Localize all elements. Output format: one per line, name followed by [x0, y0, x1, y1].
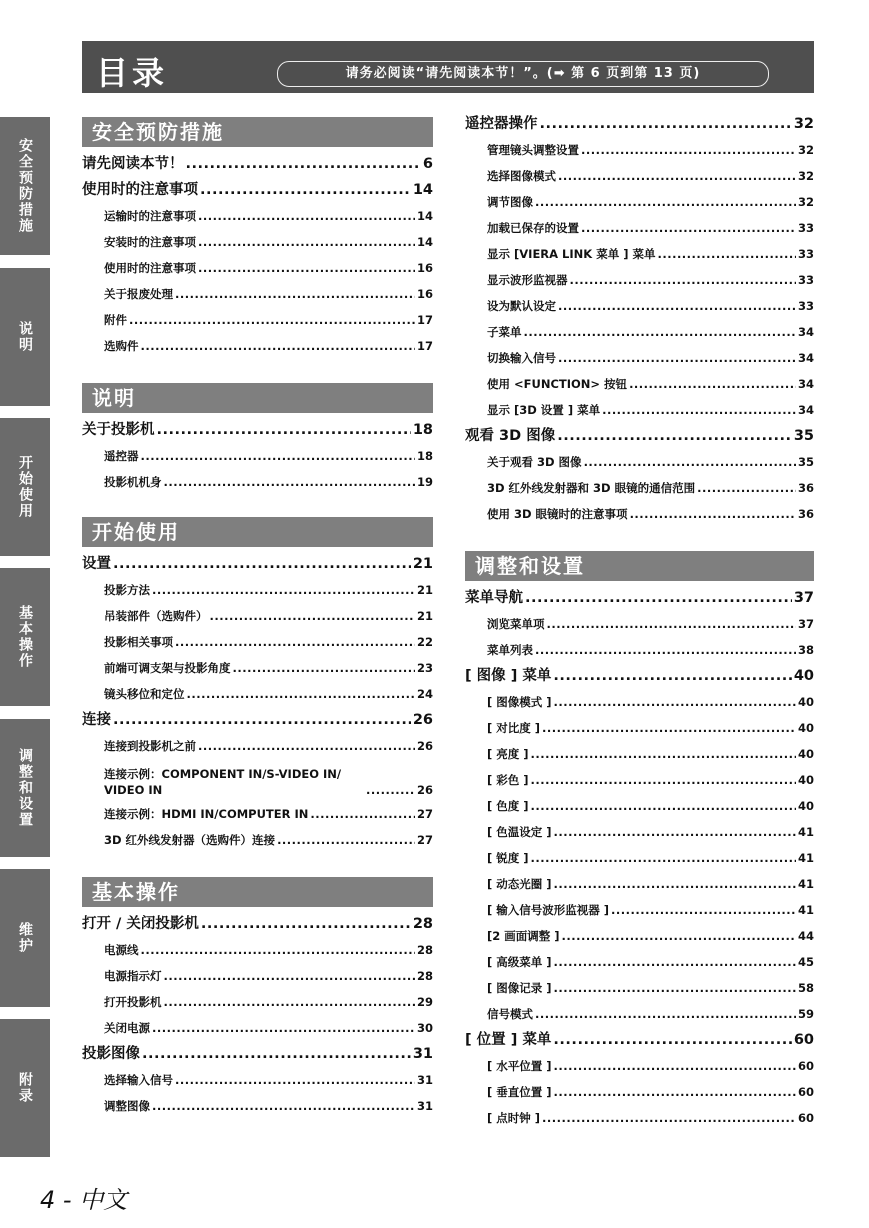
toc-entry[interactable] [465, 215, 814, 241]
toc-entry-page: 34 [797, 351, 814, 365]
toc-entry-page: 26 [412, 712, 433, 728]
toc-entry[interactable] [82, 177, 433, 203]
dot-leader [198, 733, 415, 759]
toc-entry-title: [ 水平位置 ] [487, 1059, 552, 1073]
toc-entry-title: 附件 [104, 313, 127, 327]
toc-entry[interactable] [82, 281, 433, 307]
dot-leader [581, 215, 796, 241]
toc-entry[interactable] [82, 255, 433, 281]
toc-entry[interactable] [465, 267, 814, 293]
toc-entry-title: 请先阅读本节！ [82, 156, 184, 172]
toc-entry-page: 59 [797, 1007, 814, 1021]
toc-entry[interactable] [465, 897, 814, 923]
toc-entry-title: 显示 [3D 设置 ] 菜单 [487, 403, 601, 417]
toc-entry-title: [ 色温设定 ] [487, 825, 552, 839]
toc-entry[interactable] [82, 911, 433, 937]
toc-entry-title: 显示 [VIERA LINK 菜单 ] 菜单 [487, 247, 656, 261]
toc-entry-title: 投影相关事项 [104, 635, 173, 649]
toc-entry-page: 37 [793, 590, 814, 606]
toc-entry-title: 电源指示灯 [104, 969, 162, 983]
toc-entry[interactable] [82, 629, 433, 655]
toc-entry[interactable] [82, 603, 433, 629]
toc-entry-title: 菜单列表 [487, 643, 533, 657]
toc-entry[interactable] [82, 1067, 433, 1093]
toc-entry[interactable] [465, 871, 814, 897]
toc-entry[interactable] [465, 845, 814, 871]
toc-entry[interactable] [465, 767, 814, 793]
toc-entry-page: 35 [797, 455, 814, 469]
toc-entry-title: 选购件 [104, 339, 139, 353]
toc-entry-title: 使用 3D 眼镜时的注意事项 [487, 507, 628, 521]
toc-entry-page: 41 [797, 851, 814, 865]
toc-entry-title: 连接 [82, 712, 111, 728]
toc-entry[interactable] [465, 1053, 814, 1079]
toc-entry-page: 33 [797, 247, 814, 261]
dot-leader [535, 189, 796, 215]
dot-leader [186, 151, 421, 177]
toc-entry-title: 安装时的注意事项 [104, 235, 196, 249]
toc-entry-page: 44 [797, 929, 814, 943]
dot-leader [233, 655, 415, 681]
toc-entry-title: 设置 [82, 556, 111, 572]
toc-entry[interactable] [82, 655, 433, 681]
dot-leader [129, 307, 415, 333]
toc-entry-page: 40 [797, 773, 814, 787]
toc-entry-page: 28 [416, 943, 433, 957]
toc-entry[interactable] [82, 151, 433, 177]
toc-entry-page: 19 [416, 475, 433, 489]
dot-leader [535, 637, 796, 663]
toc-entry-title: 关于观看 3D 图像 [487, 455, 582, 469]
toc-entry[interactable] [465, 975, 814, 1001]
toc-entry-page: 34 [797, 325, 814, 339]
toc-entry-title: 显示波形监视器 [487, 273, 568, 287]
toc-entry-title: [2 画面调整 ] [487, 929, 560, 943]
toc-entry-title: [ 对比度 ] [487, 721, 541, 735]
toc-entry-page: 33 [797, 299, 814, 313]
toc-entry-title: 使用时的注意事项 [104, 261, 196, 275]
toc-entry-page: 17 [416, 313, 433, 327]
toc-entry[interactable] [82, 417, 433, 443]
dot-leader [697, 475, 796, 501]
toc-entry-page: 22 [416, 635, 433, 649]
toc-entry-page: 33 [797, 221, 814, 235]
toc-entry-title: [ 图像 ] 菜单 [465, 668, 552, 684]
toc-entry-page: 32 [797, 169, 814, 183]
toc-entry[interactable] [82, 229, 433, 255]
toc-entry-title: 关于投影机 [82, 422, 155, 438]
dot-leader [200, 177, 411, 203]
toc-entry-page: 27 [416, 807, 433, 821]
toc-entry-page: 45 [797, 955, 814, 969]
toc-entry[interactable] [82, 307, 433, 333]
toc-entry-title: 打开投影机 [104, 995, 162, 1009]
dot-leader [558, 345, 796, 371]
toc-entry-page: 32 [797, 195, 814, 209]
left-column [82, 117, 433, 1119]
toc-entry-title: [ 图像模式 ] [487, 695, 552, 709]
toc-entry-page: 60 [793, 1032, 814, 1048]
toc-entry-page: 41 [797, 903, 814, 917]
section-heading: 调整和设置 [465, 551, 814, 581]
toc-entry[interactable] [465, 741, 814, 767]
toc-entry-title: 菜单导航 [465, 590, 523, 606]
right-column [465, 111, 814, 1131]
dot-leader [554, 689, 796, 715]
toc-entry-title: [ 垂直位置 ] [487, 1085, 552, 1099]
dot-leader [557, 423, 792, 449]
toc-entry[interactable] [82, 469, 433, 495]
dot-leader [164, 963, 415, 989]
toc-entry-page: 40 [797, 799, 814, 813]
toc-entry[interactable] [82, 989, 433, 1015]
toc-entry[interactable] [465, 475, 814, 501]
toc-entry-title: [ 彩色 ] [487, 773, 529, 787]
toc-entry-title: 3D 红外线发射器（选购件）连接 [104, 833, 276, 847]
toc-entry[interactable] [82, 759, 433, 801]
dot-leader [554, 975, 796, 1001]
toc-entry-title: 子菜单 [487, 325, 522, 339]
toc-entry-page: 60 [797, 1111, 814, 1125]
toc-entry[interactable] [465, 689, 814, 715]
toc-entry-page: 32 [797, 143, 814, 157]
toc-entry[interactable] [465, 319, 814, 345]
side-tab[interactable]: 安全预防措施 [0, 117, 50, 255]
toc-entry-title: 连接示例：HDMI IN/COMPUTER IN [104, 807, 309, 821]
dot-leader [198, 255, 415, 281]
toc-entry-title: 投影机机身 [104, 475, 162, 489]
toc-entry[interactable] [465, 163, 814, 189]
toc-entry-title: [ 位置 ] 菜单 [465, 1032, 552, 1048]
toc-entry[interactable] [465, 293, 814, 319]
dot-leader [531, 741, 796, 767]
toc-entry[interactable] [465, 949, 814, 975]
toc-entry[interactable] [82, 681, 433, 707]
side-tab[interactable]: 基本操作 [0, 568, 50, 706]
dot-leader [629, 371, 796, 397]
toc-entry[interactable] [465, 1079, 814, 1105]
toc-entry-title: 关于报废处理 [104, 287, 173, 301]
dot-leader [366, 782, 415, 801]
dot-leader [531, 845, 796, 871]
toc-entry[interactable] [465, 611, 814, 637]
toc-entry-title: [ 图像记录 ] [487, 981, 552, 995]
toc-entry-page: 16 [416, 261, 433, 275]
dot-leader [554, 819, 796, 845]
side-tab[interactable]: 调整和设置 [0, 719, 50, 857]
toc-entry[interactable] [465, 137, 814, 163]
dot-leader [531, 767, 796, 793]
dot-leader [175, 629, 415, 655]
toc-entry[interactable] [465, 345, 814, 371]
section-heading: 安全预防措施 [82, 117, 433, 147]
dot-leader [554, 1053, 796, 1079]
dot-leader [553, 1027, 791, 1053]
dot-leader [113, 551, 411, 577]
toc-entry[interactable] [465, 423, 814, 449]
toc-entry-page: 36 [797, 507, 814, 521]
dot-leader [175, 1067, 415, 1093]
side-tab[interactable]: 附录 [0, 1019, 50, 1157]
toc-entry[interactable] [82, 443, 433, 469]
dot-leader [562, 923, 796, 949]
dot-leader [570, 267, 796, 293]
toc-entry-title: 投影方法 [104, 583, 150, 597]
toc-entry-page: 40 [793, 668, 814, 684]
toc-entry[interactable] [465, 1105, 814, 1131]
toc-entry-title: 连接示例：COMPONENT IN/S-VIDEO IN/ VIDEO IN [104, 767, 342, 797]
dot-leader [141, 937, 415, 963]
toc-entry-title: [ 输入信号波形监视器 ] [487, 903, 610, 917]
toc-entry[interactable] [82, 577, 433, 603]
toc-entry-title: [ 动态光圈 ] [487, 877, 552, 891]
toc-entry-page: 16 [416, 287, 433, 301]
dot-leader [630, 501, 796, 527]
toc-entry-title: 镜头移位和定位 [104, 687, 185, 701]
toc-entry-title: 使用时的注意事项 [82, 182, 198, 198]
toc-entry-title: 切换输入信号 [487, 351, 556, 365]
toc-entry-page: 38 [797, 643, 814, 657]
toc-entry-page: 6 [422, 156, 433, 172]
toc-entry-page: 37 [797, 617, 814, 631]
toc-entry[interactable] [465, 1027, 814, 1053]
dot-leader [542, 715, 796, 741]
toc-entry-page: 31 [416, 1099, 433, 1113]
toc-entry-title: [ 色度 ] [487, 799, 529, 813]
toc-entry-page: 28 [416, 969, 433, 983]
toc-entry[interactable] [82, 203, 433, 229]
toc-entry[interactable] [465, 715, 814, 741]
toc-entry-page: 31 [412, 1046, 433, 1062]
toc-entry[interactable] [465, 585, 814, 611]
dot-leader [584, 449, 796, 475]
toc-entry[interactable] [82, 937, 433, 963]
dot-leader [558, 293, 796, 319]
dot-leader [310, 801, 415, 827]
toc-entry-page: 60 [797, 1059, 814, 1073]
side-tab[interactable]: 说明 [0, 268, 50, 406]
toc-entry-page: 14 [412, 182, 433, 198]
dot-leader [164, 989, 415, 1015]
toc-entry-page: 60 [797, 1085, 814, 1099]
toc-entry-page: 41 [797, 825, 814, 839]
toc-entry-page: 21 [412, 556, 433, 572]
section-heading: 基本操作 [82, 877, 433, 907]
dot-leader [157, 417, 411, 443]
toc-entry-page: 18 [416, 449, 433, 463]
toc-entry-page: 26 [416, 783, 433, 797]
toc-entry-title: 遥控器 [104, 449, 139, 463]
toc-entry[interactable] [465, 111, 814, 137]
toc-entry-page: 30 [416, 1021, 433, 1035]
page-number: 4 - 中文 [40, 1186, 128, 1214]
dot-leader [277, 827, 415, 853]
toc-entry-title: 运输时的注意事项 [104, 209, 196, 223]
toc-entry[interactable] [82, 1093, 433, 1119]
toc-entry-title: 使用 <FUNCTION> 按钮 [487, 377, 628, 391]
dot-leader [152, 1015, 415, 1041]
dot-leader [554, 1079, 796, 1105]
toc-entry-title: 遥控器操作 [465, 116, 538, 132]
dot-leader [535, 1001, 796, 1027]
toc-entry-page: 21 [416, 583, 433, 597]
toc-entry-title: 浏览菜单项 [487, 617, 545, 631]
toc-entry[interactable] [465, 397, 814, 423]
toc-entry-page: 31 [416, 1073, 433, 1087]
toc-entry-title: 投影图像 [82, 1046, 140, 1062]
toc-entry-page: 34 [797, 403, 814, 417]
toc-entry[interactable] [465, 793, 814, 819]
dot-leader [187, 681, 415, 707]
toc-entry-title: 电源线 [104, 943, 139, 957]
toc-entry-page: 27 [416, 833, 433, 847]
toc-entry-page: 24 [416, 687, 433, 701]
toc-entry-title: 加载已保存的设置 [487, 221, 579, 235]
toc-entry[interactable] [82, 1041, 433, 1067]
toc-entry-page: 34 [797, 377, 814, 391]
dot-leader [142, 1041, 411, 1067]
dot-leader [540, 111, 792, 137]
toc-entry[interactable] [465, 663, 814, 689]
toc-entry[interactable] [465, 1001, 814, 1027]
dot-leader [198, 229, 415, 255]
toc-entry-page: 14 [416, 235, 433, 249]
toc-entry-title: 管理镜头调整设置 [487, 143, 579, 157]
side-tab[interactable]: 维护 [0, 869, 50, 1007]
toc-entry[interactable] [465, 923, 814, 949]
toc-entry[interactable] [82, 963, 433, 989]
toc-entry-page: 40 [797, 695, 814, 709]
dot-leader [198, 203, 415, 229]
section-heading: 说明 [82, 383, 433, 413]
toc-entry-page: 14 [416, 209, 433, 223]
toc-entry-title: 设为默认设定 [487, 299, 556, 313]
toc-entry-page: 23 [416, 661, 433, 675]
dot-leader [113, 707, 411, 733]
toc-entry-title: 连接到投影机之前 [104, 739, 196, 753]
toc-entry[interactable] [82, 801, 433, 827]
dot-leader [554, 871, 796, 897]
toc-entry-page: 33 [797, 273, 814, 287]
page-title: 目录 [96, 54, 169, 92]
toc-entry-page: 36 [797, 481, 814, 495]
dot-leader [531, 793, 796, 819]
dot-leader [152, 1093, 415, 1119]
dot-leader [581, 137, 796, 163]
dot-leader [602, 397, 796, 423]
dot-leader [164, 469, 415, 495]
dot-leader [201, 911, 411, 937]
toc-entry[interactable] [82, 1015, 433, 1041]
toc-entry[interactable] [82, 333, 433, 359]
dot-leader [611, 897, 796, 923]
toc-entry-page: 26 [416, 739, 433, 753]
toc-entry[interactable] [465, 241, 814, 267]
toc-entry-page: 17 [416, 339, 433, 353]
toc-entry[interactable] [82, 827, 433, 853]
toc-entry[interactable] [465, 637, 814, 663]
toc-entry[interactable] [465, 371, 814, 397]
toc-entry-page: 58 [797, 981, 814, 995]
toc-entry-title: 选择图像模式 [487, 169, 556, 183]
toc-entry-title: [ 锐度 ] [487, 851, 529, 865]
dot-leader [152, 577, 415, 603]
toc-entry[interactable] [465, 449, 814, 475]
toc-entry-page: 29 [416, 995, 433, 1009]
toc-entry-title: [ 亮度 ] [487, 747, 529, 761]
section-heading: 开始使用 [82, 517, 433, 547]
dot-leader [542, 1105, 796, 1131]
dot-leader [657, 241, 796, 267]
dot-leader [554, 949, 796, 975]
dot-leader [553, 663, 791, 689]
toc-entry-title: [ 点时钟 ] [487, 1111, 541, 1125]
toc-entry-page: 40 [797, 747, 814, 761]
dot-leader [524, 319, 796, 345]
toc-entry-page: 21 [416, 609, 433, 623]
toc-entry-title: 观看 3D 图像 [465, 428, 556, 444]
toc-entry[interactable] [82, 733, 433, 759]
toc-entry[interactable] [465, 189, 814, 215]
toc-entry-page: 28 [412, 916, 433, 932]
toc-entry[interactable] [465, 819, 814, 845]
toc-entry-title: 打开 / 关闭投影机 [82, 916, 199, 932]
header-bar [82, 41, 814, 93]
toc-entry-page: 32 [793, 116, 814, 132]
dot-leader [141, 333, 415, 359]
read-first-note: 请务必阅读“请先阅读本节！”。(➡ 第 6 页到第 13 页) [277, 61, 769, 87]
dot-leader [558, 163, 796, 189]
toc-entry-title: 前端可调支架与投影角度 [104, 661, 231, 675]
toc-entry-page: 40 [797, 721, 814, 735]
toc-entry-title: 选择输入信号 [104, 1073, 173, 1087]
dot-leader [525, 585, 792, 611]
toc-entry-title: [ 高级菜单 ] [487, 955, 552, 969]
dot-leader [141, 443, 415, 469]
toc-entry-title: 调节图像 [487, 195, 533, 209]
toc-entry-page: 35 [793, 428, 814, 444]
toc-entry-title: 关闭电源 [104, 1021, 150, 1035]
toc-entry-page: 18 [412, 422, 433, 438]
dot-leader [175, 281, 415, 307]
toc-entry-page: 41 [797, 877, 814, 891]
toc-entry[interactable] [82, 707, 433, 733]
toc-entry-title: 吊装部件（选购件） [104, 609, 208, 623]
toc-entry[interactable] [465, 501, 814, 527]
toc-entry[interactable] [82, 551, 433, 577]
dot-leader [210, 603, 415, 629]
toc-entry-title: 信号模式 [487, 1007, 533, 1021]
side-tab[interactable]: 开始使用 [0, 418, 50, 556]
toc-entry-title: 3D 红外线发射器和 3D 眼镜的通信范围 [487, 481, 696, 495]
toc-entry-title: 调整图像 [104, 1099, 150, 1113]
dot-leader [547, 611, 796, 637]
